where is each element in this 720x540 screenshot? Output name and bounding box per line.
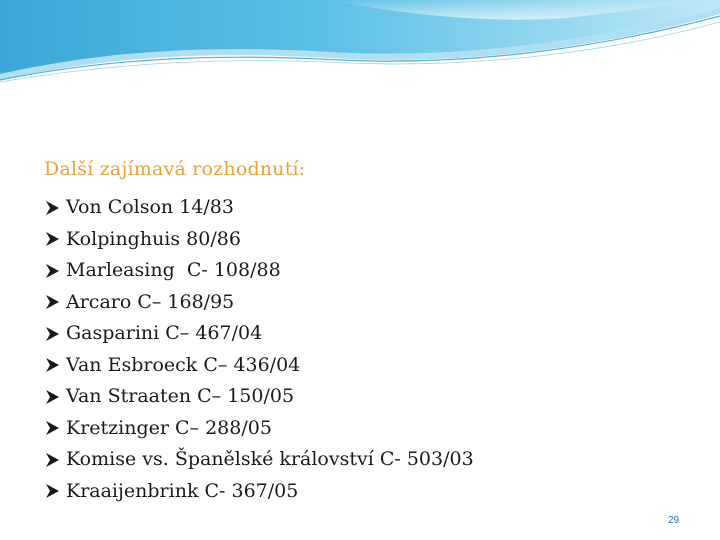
arrow-bullet-icon [44,389,60,405]
list-item-text: Kraaijenbrink C- 367/05 [66,479,299,502]
slide-heading: Další zajímavá rozhodnutí: [44,158,306,180]
list-item-text: Kretzinger C– 288/05 [66,416,272,439]
list-item [44,413,474,445]
arrow-bullet-icon [44,294,60,310]
arrow-bullet-icon [44,200,60,216]
list-item [44,381,474,413]
page-number: 29 [668,515,680,526]
list-item [44,255,474,287]
list-item-text: Marleasing C- 108/88 [66,259,281,281]
list-item [44,224,474,256]
arrow-bullet-icon [44,483,60,499]
list-item-text: Van Straaten C– 150/05 [66,385,295,407]
list-item [44,476,474,508]
arrow-bullet-icon [44,420,60,436]
list-item [44,192,474,224]
arrow-bullet-icon [44,263,60,279]
arrow-bullet-icon [44,326,60,342]
bullet-list [44,192,474,507]
list-item-text: Von Colson 14/83 [66,196,234,218]
list-item [44,287,474,319]
arrow-bullet-icon [44,231,60,247]
list-item-text: Gasparini C– 467/04 [66,322,263,344]
list-item [44,350,474,382]
list-item [44,444,474,476]
arrow-bullet-icon [44,357,60,373]
list-item-text: Komise vs. Španělské království C- 503/03 [66,448,474,470]
list-item-text: Van Esbroeck C– 436/04 [66,353,301,376]
decorative-wave-header [0,0,720,90]
list-item-text: Kolpinghuis 80/86 [66,227,241,250]
arrow-bullet-icon [44,452,60,468]
list-item [44,318,474,350]
list-item-text: Arcaro C– 168/95 [66,290,235,313]
